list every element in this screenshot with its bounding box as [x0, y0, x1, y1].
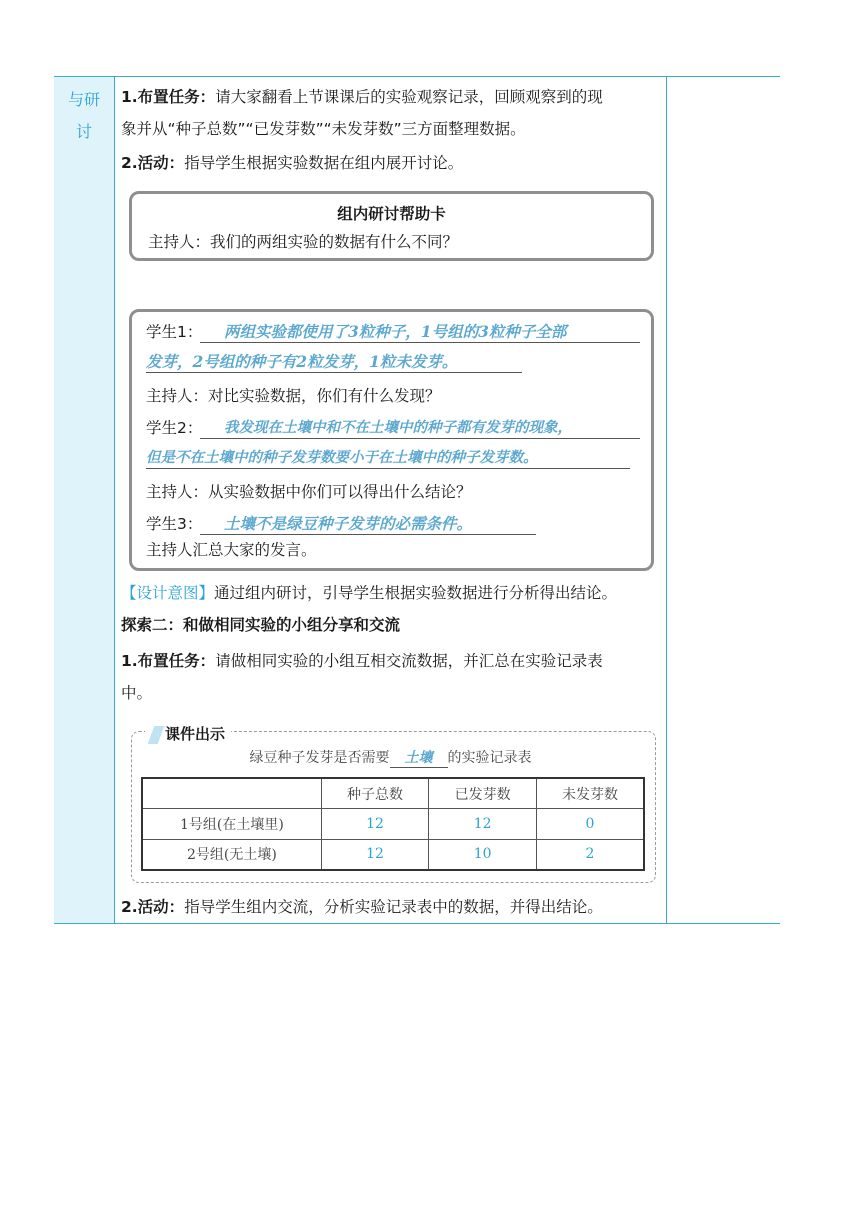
lesson-table — [54, 76, 780, 924]
section-label-line1: 与研 — [67, 90, 100, 109]
design-intent — [121, 583, 617, 603]
task2-line2: 中。 — [121, 684, 153, 702]
student3-answer: 土壤不是绿豆种子发芽的必需条件。 — [224, 514, 473, 533]
record-table — [141, 777, 645, 871]
table-caption — [115, 747, 666, 768]
help-card — [129, 191, 654, 261]
header-cell: 未发芽数 — [536, 778, 644, 809]
activity2-prefix: 2.活动： — [121, 898, 185, 916]
student1-label: 学生1： — [146, 323, 203, 341]
student2-underline1 — [200, 438, 640, 439]
section-label-line2: 讨 — [75, 122, 92, 141]
caption-before: 绿豆种子发芽是否需要 — [249, 750, 390, 766]
caption-fill: 土壤 — [390, 747, 448, 768]
student3-underline — [200, 534, 536, 535]
section-label-column — [54, 77, 115, 923]
host-question-3: 主持人：从实验数据中你们可以得出什么结论？ — [146, 483, 472, 501]
task1-line2: 象并从“种子总数”“已发芽数”“未发芽数”三方面整理数据。 — [121, 120, 526, 138]
dialogue-card — [129, 309, 654, 571]
caption-after: 的实验记录表 — [447, 750, 532, 766]
courseware-badge-text: 课件出示 — [165, 725, 226, 743]
activity1-text: 指导学生根据实验数据在组内展开讨论。 — [184, 154, 464, 172]
explore2-title: 探索二：和做相同实验的小组分享和交流 — [121, 616, 401, 634]
activity2-line — [121, 897, 603, 917]
host-question-2: 主持人：对比实验数据，你们有什么发现？ — [146, 387, 441, 405]
header-cell — [142, 778, 321, 809]
task1-line1 — [121, 87, 603, 107]
task2-line1 — [121, 651, 603, 671]
header-cell: 种子总数 — [321, 778, 429, 809]
table-row — [142, 809, 644, 839]
student1-underline1 — [200, 342, 640, 343]
student3-label: 学生3： — [146, 515, 203, 533]
student1-underline2 — [146, 372, 522, 373]
student2-underline2 — [146, 468, 630, 469]
group-cell: 1号组(在土壤里) — [142, 809, 321, 839]
host-summary: 主持人汇总大家的发言。 — [146, 541, 317, 559]
task1-text1: 请大家翻看上节课课后的实验观察记录，回顾观察到的现 — [215, 88, 603, 106]
activity1-prefix: 2.活动： — [121, 154, 185, 172]
design-intent-tag: 【设计意图】 — [121, 584, 215, 602]
activity2-text: 指导学生组内交流，分析实验记录表中的数据，并得出结论。 — [184, 898, 603, 916]
header-cell: 已发芽数 — [429, 778, 537, 809]
total-cell: 12 — [321, 839, 429, 870]
student2-answer-line2: 但是不在土壤中的种子发芽数要小于在土壤中的种子发芽数。 — [146, 449, 538, 466]
content-column — [115, 77, 667, 923]
student2-label: 学生2： — [146, 419, 203, 437]
table-header-row — [142, 778, 644, 809]
table-row — [142, 839, 644, 870]
task1-prefix: 1.布置任务： — [121, 88, 216, 106]
student2-answer-line1: 我发现在土壤中和不在土壤中的种子都有发芽的现象， — [224, 419, 572, 436]
total-cell: 12 — [321, 809, 429, 839]
activity1-line — [121, 153, 463, 173]
sprouted-cell: 10 — [429, 839, 537, 870]
task2-prefix: 1.布置任务： — [121, 652, 216, 670]
student1-answer-line1: 两组实验都使用了3粒种子，1号组的3粒种子全部 — [224, 322, 567, 341]
design-intent-text: 通过组内研讨，引导学生根据实验数据进行分析得出结论。 — [214, 584, 618, 602]
not-sprouted-cell: 0 — [536, 809, 644, 839]
courseware-badge — [145, 723, 231, 744]
sprouted-cell: 12 — [429, 809, 537, 839]
group-cell: 2号组(无土壤) — [142, 839, 321, 870]
badge-stripe-icon — [148, 726, 165, 744]
student1-answer-line2: 发芽，2号组的种子有2粒发芽，1粒未发芽。 — [146, 352, 458, 371]
help-card-title: 组内研讨帮助卡 — [337, 205, 446, 223]
host-question-1: 主持人：我们的两组实验的数据有什么不同？ — [148, 233, 459, 251]
task2-text1: 请做相同实验的小组互相交流数据，并汇总在实验记录表 — [215, 652, 603, 670]
not-sprouted-cell: 2 — [536, 839, 644, 870]
